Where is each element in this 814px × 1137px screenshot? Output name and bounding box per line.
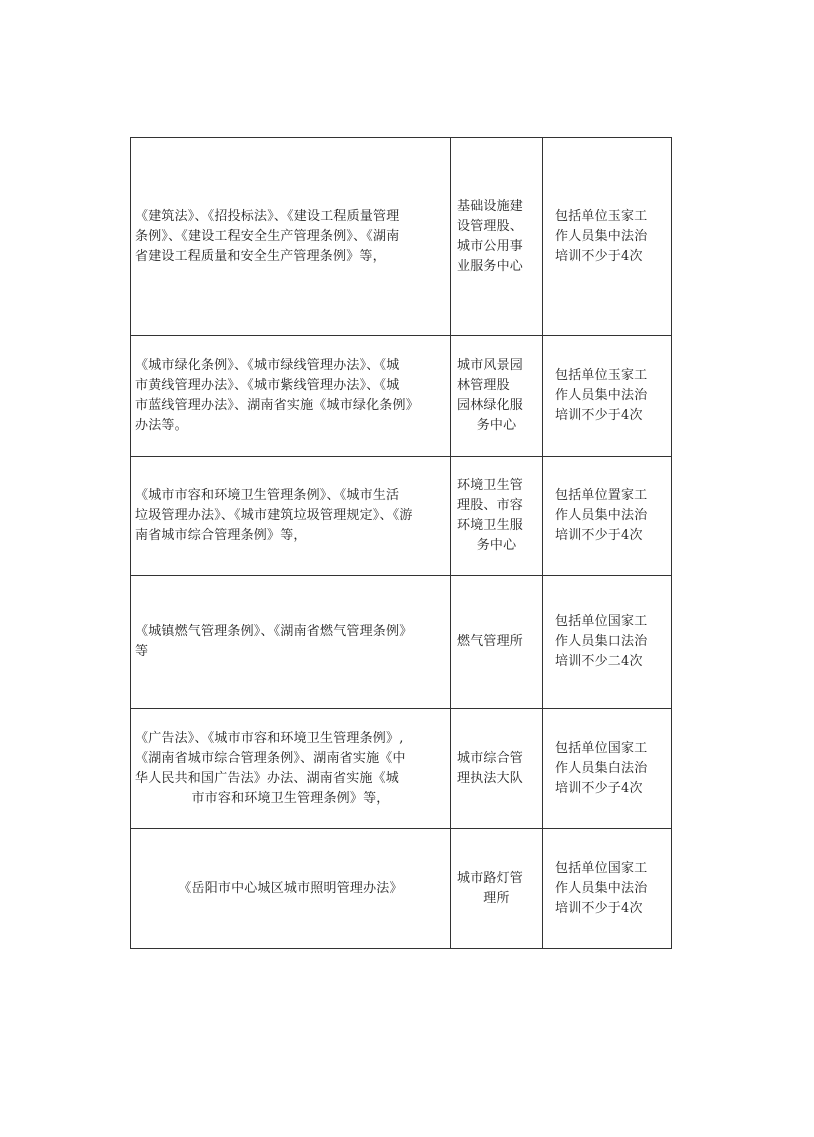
law-line: 《岳阳市中心城区城市照明管理办法》 [178, 880, 403, 896]
department-cell [451, 576, 543, 709]
training-cell [543, 829, 672, 949]
training-cell [543, 138, 672, 336]
department-line: 理所 [483, 890, 510, 906]
training-cell [543, 576, 672, 709]
law-cell [131, 336, 451, 457]
department-line: 理执法大队 [457, 770, 524, 786]
law-line: 《城镇燃气管理条例》、《湖南省燃气管理条例》 [135, 624, 413, 639]
training-line: 包括单位国家工 [555, 614, 648, 629]
law-cell [131, 457, 451, 576]
law-line: 《湖南省城市综合管理条例》、湖南省实施《中 [135, 750, 406, 766]
law-line: 等 [135, 644, 149, 659]
department-line: 城市风景园 [457, 358, 524, 373]
department-line: 园林绿化服 [457, 398, 524, 413]
training-line: 培训不少于4次 [555, 900, 643, 916]
law-line: 省建设工程质量和安全生产管理条例》等， [135, 248, 386, 264]
training-line: 作人员集中法治 [555, 880, 648, 896]
department-line: 务中心 [476, 538, 517, 553]
department-line: 业服务中心 [457, 258, 524, 274]
law-cell [131, 576, 451, 709]
department-cell [451, 709, 543, 829]
training-line: 作人员集白法治 [555, 760, 648, 776]
training-line: 包括单位置家工 [555, 488, 648, 503]
department-cell [451, 138, 543, 336]
department-line: 环境卫生管 [457, 478, 524, 493]
department-line: 城市公用事 [457, 238, 524, 254]
table-row [131, 457, 672, 576]
regulation-training-table [130, 137, 672, 949]
training-line: 培训不少于4次 [555, 248, 643, 264]
department-cell [451, 829, 543, 949]
training-line: 包括单位玉家工 [555, 368, 648, 383]
training-cell [543, 709, 672, 829]
law-cell [131, 829, 451, 949]
department-line: 设管理股、 [457, 218, 524, 234]
department-line: 务中心 [476, 418, 517, 433]
department-line: 基础设施建 [457, 198, 524, 214]
table-row [131, 138, 672, 336]
training-line: 作人员集口法治 [555, 634, 648, 649]
law-line: 垃圾管理办法》、《城市建筑垃圾管理规定》、《游 [135, 508, 413, 523]
law-line: 《广告法》、《城市市容和环境卫生管理条例》, [135, 730, 404, 746]
department-line: 环境卫生服 [457, 518, 524, 533]
table-row [131, 829, 672, 949]
department-line: 林管理股 [457, 378, 510, 393]
training-line: 作人员集中法治 [555, 508, 648, 523]
department-line: 燃气管理所 [457, 634, 524, 649]
training-line: 作人员集中法治 [555, 388, 648, 403]
training-line: 培训不少于4次 [555, 528, 643, 543]
department-cell [451, 336, 543, 457]
law-line: 市市容和环境卫生管理条例》等， [191, 790, 390, 806]
department-cell [451, 457, 543, 576]
department-line: 城市综合管 [457, 750, 524, 766]
table-row [131, 709, 672, 829]
law-line: 《城市绿化条例》、《城市绿线管理办法》、《城 [135, 358, 400, 373]
law-line: 条例》、《建设工程安全生产管理条例》、《湖南 [135, 228, 400, 244]
law-line: 《城市市容和环境卫生管理条例》、《城市生活 [135, 488, 400, 503]
law-line: 南省城市综合管理条例》等， [135, 528, 307, 543]
table-row [131, 576, 672, 709]
law-line: 市黄线管理办法》、《城市紫线管理办法》、《城 [135, 378, 400, 393]
law-cell [131, 138, 451, 336]
law-line: 《建筑法》、《招投标法》、《建设工程质量管理 [135, 208, 400, 224]
training-line: 培训不少二4次 [555, 654, 643, 669]
training-cell [543, 457, 672, 576]
department-line: 理股、市容 [457, 498, 524, 513]
training-cell [543, 336, 672, 457]
law-line: 华人民共和国广告法》办法、湖南省实施《城 [135, 770, 400, 786]
department-line: 城市路灯管 [457, 870, 524, 886]
law-cell [131, 709, 451, 829]
table-row [131, 336, 672, 457]
training-line: 培训不少于4次 [555, 408, 643, 423]
law-line: 市蓝线管理办法》、湖南省实施《城市绿化条例》 [135, 398, 419, 413]
training-line: 包括单位国家工 [555, 860, 648, 876]
law-line: 办法等。 [135, 418, 188, 433]
training-line: 作人员集中法治 [555, 228, 648, 244]
training-line: 培训不少子4次 [555, 780, 643, 796]
training-line: 包括单位玉家工 [555, 208, 648, 224]
training-line: 包括单位国家工 [555, 740, 648, 756]
